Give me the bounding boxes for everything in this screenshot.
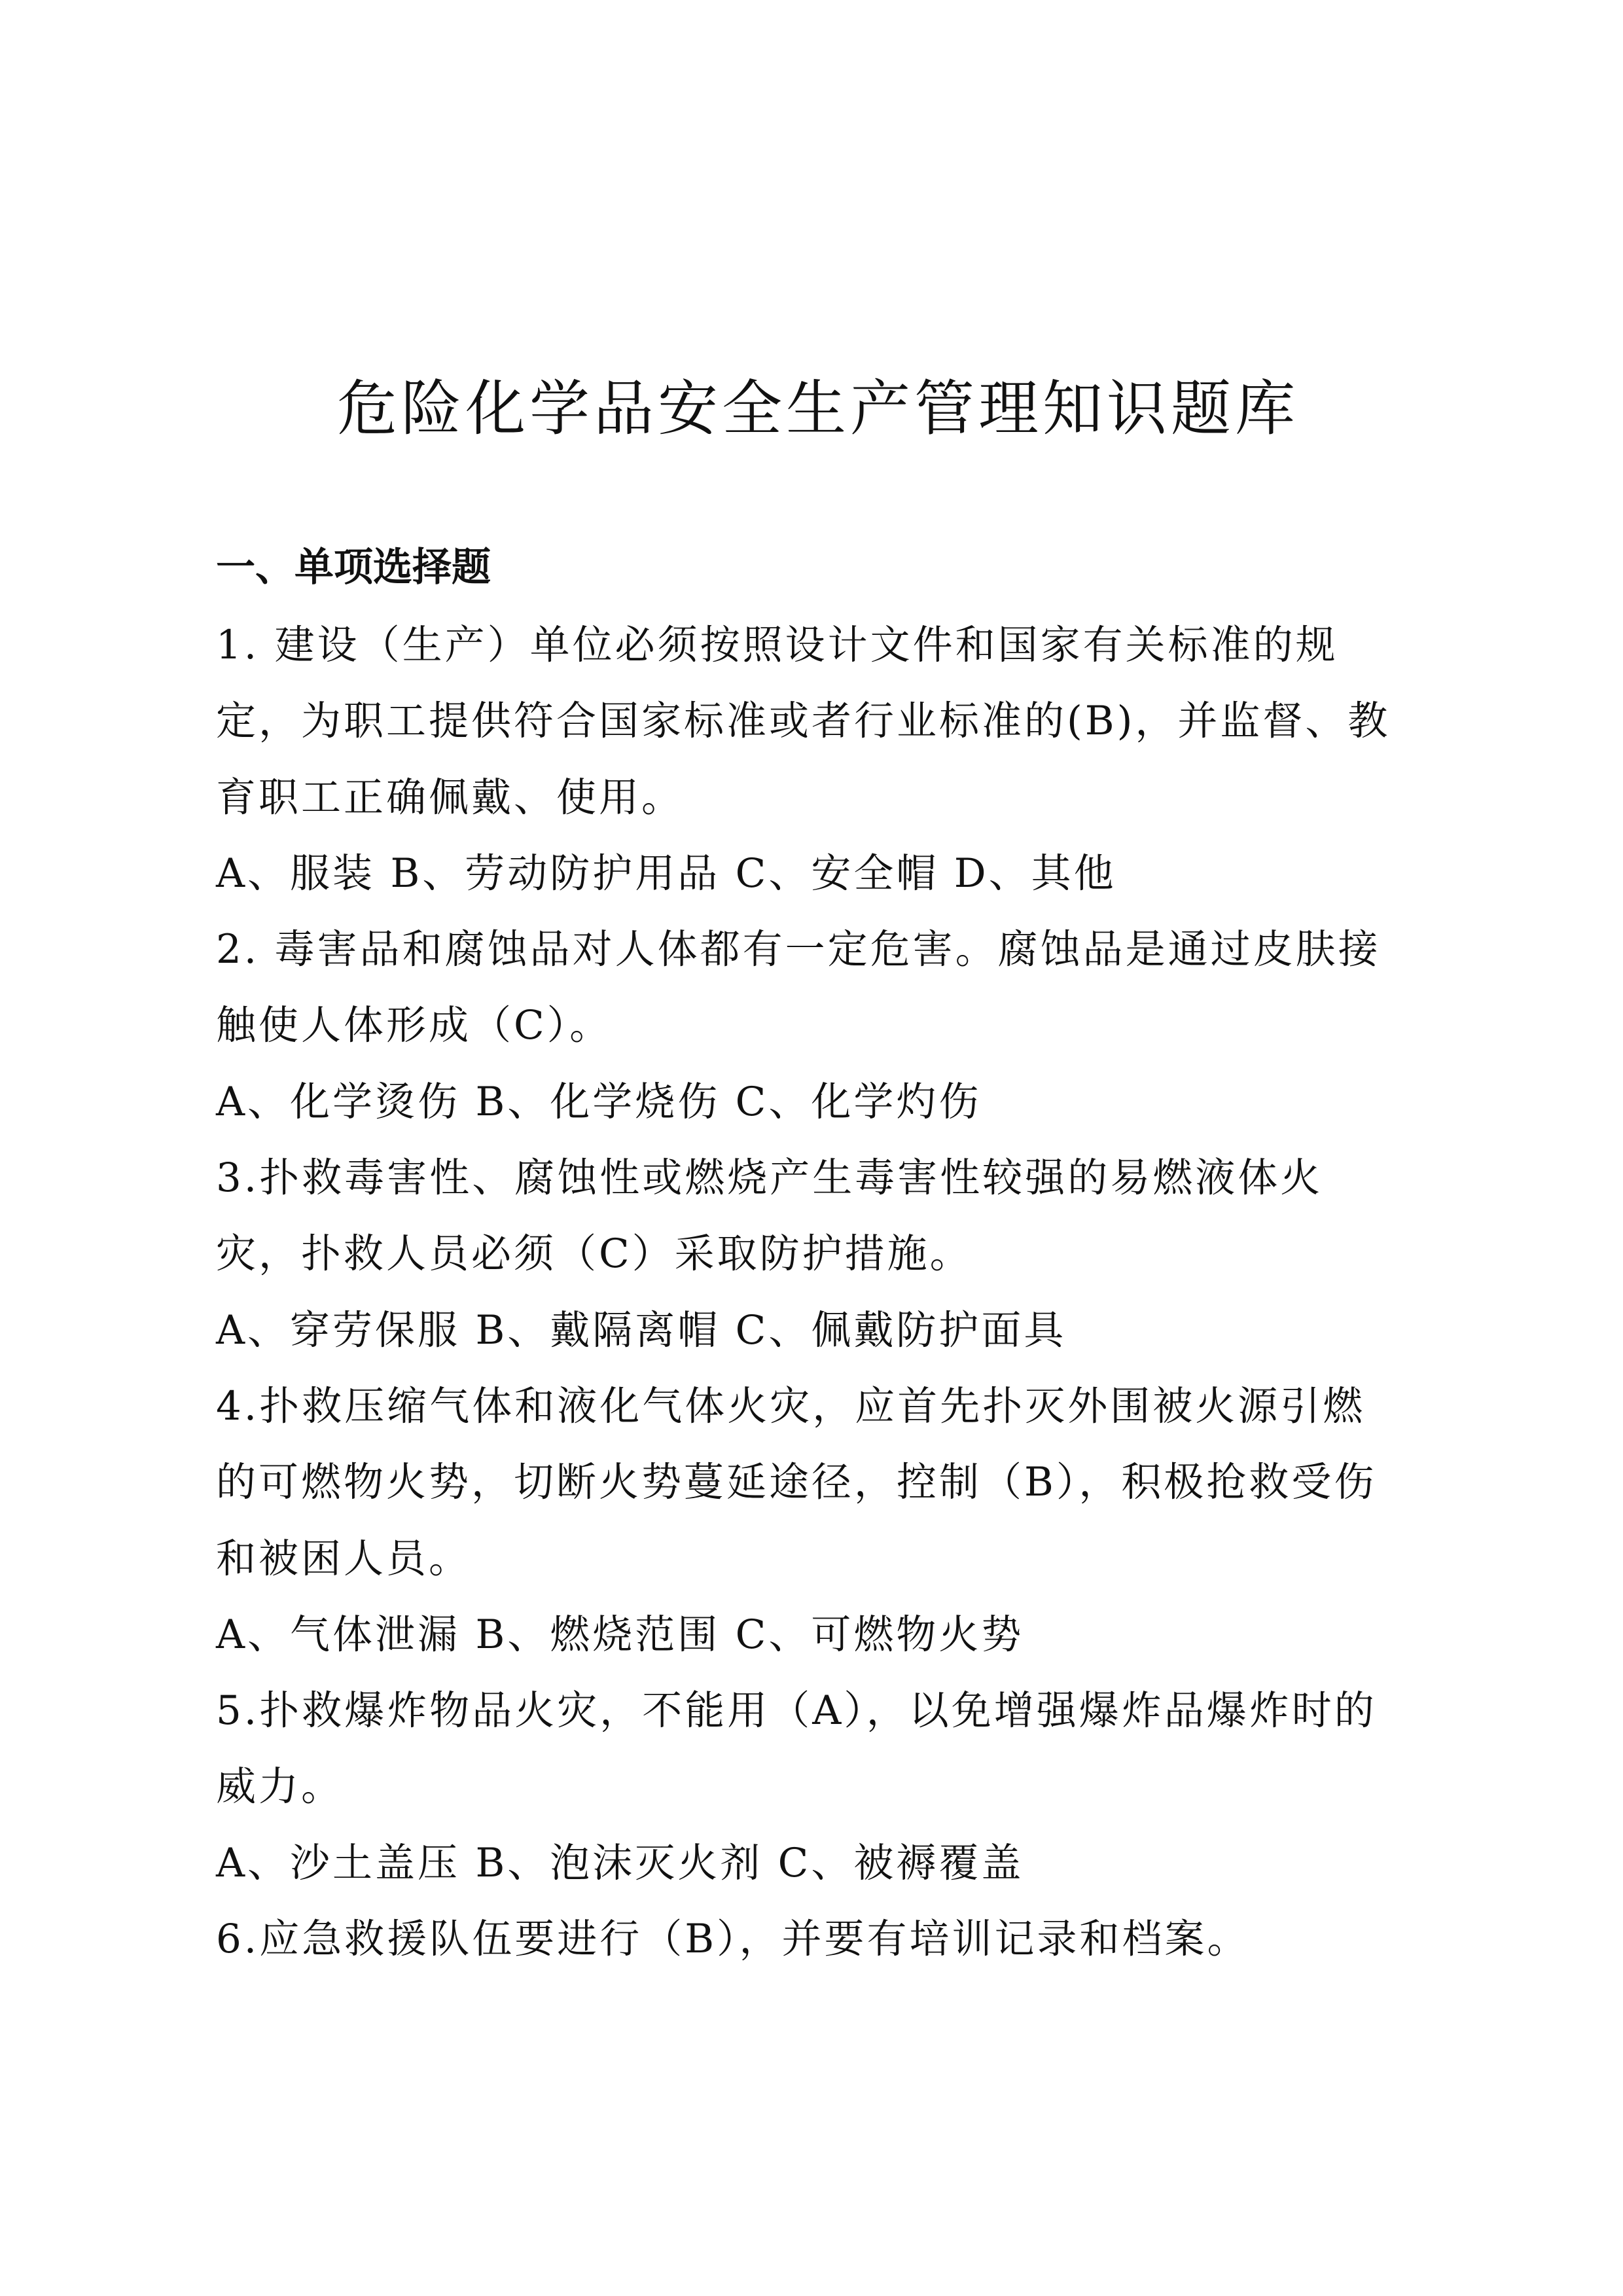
text-line: 威力。 (216, 1763, 344, 1810)
text-line: 的可燃物火势，切断火势蔓延途径，控制（B），积极抢救受伤 (216, 1459, 1377, 1506)
answer-options-line: A、服装 B、劳动防护用品 C、安全帽 D、其他 (216, 850, 1116, 897)
document-title: 危险化学品安全生产管理知识题库 (336, 374, 1299, 444)
text-line: 和被困人员。 (216, 1535, 472, 1582)
text-line: 2. 毒害品和腐蚀品对人体都有一定危害。腐蚀品是通过皮肤接 (216, 926, 1381, 973)
text-line: 灾，扑救人员必须（C）采取防护措施。 (216, 1230, 972, 1278)
text-line: 5.扑救爆炸物品火灾，不能用（A），以免增强爆炸品爆炸时的 (216, 1687, 1377, 1734)
answer-options-line: A、化学烫伤 B、化学烧伤 C、化学灼伤 (216, 1078, 982, 1125)
text-line: 6.应急救援队伍要进行（B），并要有培训记录和档案。 (216, 1916, 1250, 1963)
question-text-block (216, 607, 1433, 1977)
section-heading: 一、单项选择题 (216, 545, 491, 590)
answer-options-line: A、气体泄漏 B、燃烧范围 C、可燃物火势 (216, 1611, 1024, 1658)
text-line: 触使人体形成（C）。 (216, 1002, 613, 1049)
text-line: 3.扑救毒害性、腐蚀性或燃烧产生毒害性较强的易燃液体火 (216, 1155, 1323, 1202)
text-line: 育职工正确佩戴、使用。 (216, 774, 685, 821)
answer-options-line: A、穿劳保服 B、戴隔离帽 C、佩戴防护面具 (216, 1306, 1067, 1354)
text-line: 1. 建设（生产）单位必须按照设计文件和国家有关标准的规 (216, 622, 1338, 668)
text-line: 4.扑救压缩气体和液化气体火灾，应首先扑灭外围被火源引燃 (216, 1382, 1366, 1429)
answer-options-line: A、沙土盖压 B、泡沫灭火剂 C、被褥覆盖 (216, 1839, 1024, 1886)
text-line: 定，为职工提供符合国家标准或者行业标准的(B)，并监督、教 (216, 698, 1391, 745)
